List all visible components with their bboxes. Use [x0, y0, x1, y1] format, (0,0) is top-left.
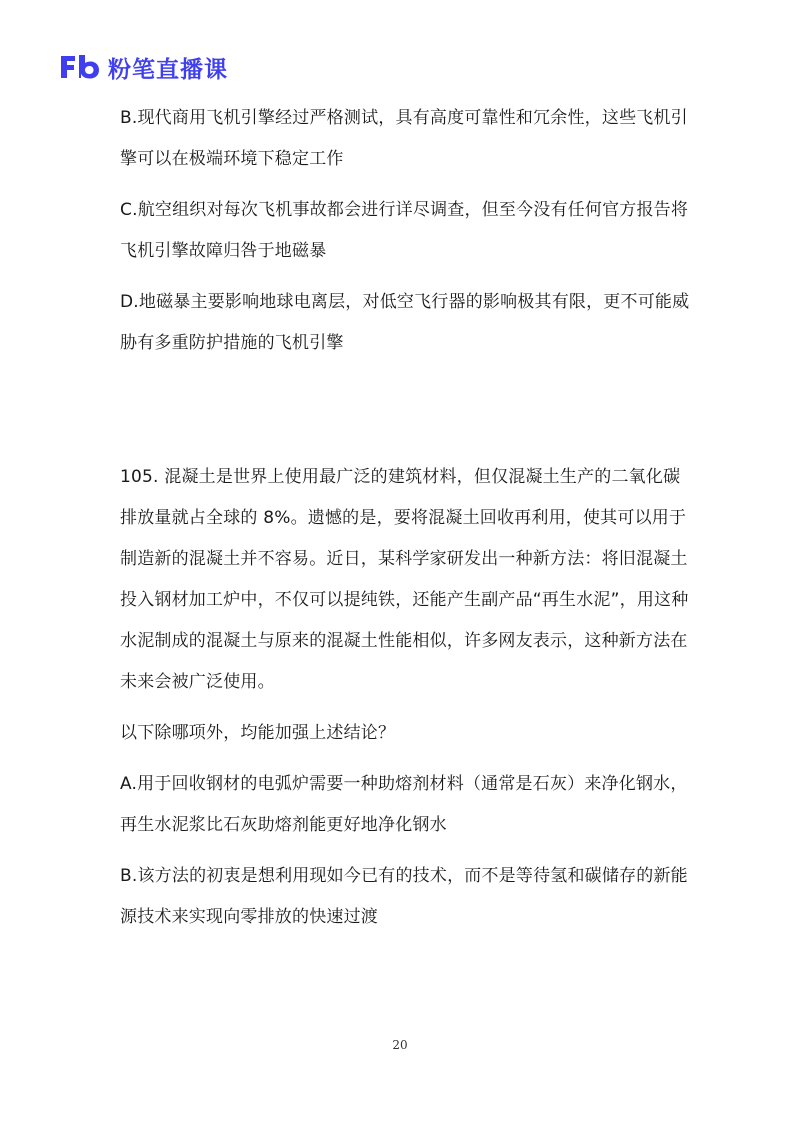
brand-name: 粉笔直播课	[108, 56, 228, 83]
question-prompt: 以下除哪项外，均能加强上述结论？	[120, 723, 396, 743]
option-c-prev	[120, 190, 690, 272]
option-label: D.	[120, 292, 139, 312]
question-stem	[120, 457, 690, 703]
option-a	[120, 764, 690, 846]
option-label: B.	[120, 866, 138, 886]
page-header	[58, 50, 228, 84]
option-b	[120, 856, 690, 938]
question-stem-text: 混凝土是世界上使用最广泛的建筑材料，但仅混凝土生产的二氧化碳排放量就占全球的 8%。遗憾的是，要将混凝土回收再利用，使其可以用于制造新的混凝土并不容易。近日，某科学家研发出一种新方法：将旧混凝土投入钢材加工炉中，不仅可以提纯铁，还能产生副产品“再生水泥”，用这种水泥制成的混凝土与原来的混凝土性能相似，许多网友表示，这种新方法在未来会被广泛使用。	[120, 467, 689, 692]
question-number: 105.	[120, 467, 159, 487]
option-b-prev	[120, 98, 690, 180]
document-body	[120, 98, 690, 938]
option-d-prev	[120, 282, 690, 364]
option-label: A.	[120, 774, 138, 794]
option-text: 地磁暴主要影响地球电离层，对低空飞行器的影响极其有限，更不可能威胁有多重防护措施的飞机引擎	[120, 292, 690, 353]
option-label: C.	[120, 200, 138, 220]
option-label: B.	[120, 108, 138, 128]
option-text: 航空组织对每次飞机事故都会进行详尽调查，但至今没有任何官方报告将飞机引擎故障归咎于地磁暴	[120, 200, 689, 261]
option-text: 现代商用飞机引擎经过严格测试，具有高度可靠性和冗余性，这些飞机引擎可以在极端环境下稳定工作	[120, 108, 688, 169]
option-text: 用于回收钢材的电弧炉需要一种助熔剂材料（通常是石灰）来净化钢水，再生水泥浆比石灰助熔剂能更好地净化钢水	[120, 774, 688, 835]
fenbi-logo-icon	[58, 52, 102, 82]
page-number: 20	[392, 1038, 408, 1052]
option-text: 该方法的初衷是想利用现如今已有的技术，而不是等待氢和碳储存的新能源技术来实现向零排放的快速过渡	[120, 866, 688, 927]
